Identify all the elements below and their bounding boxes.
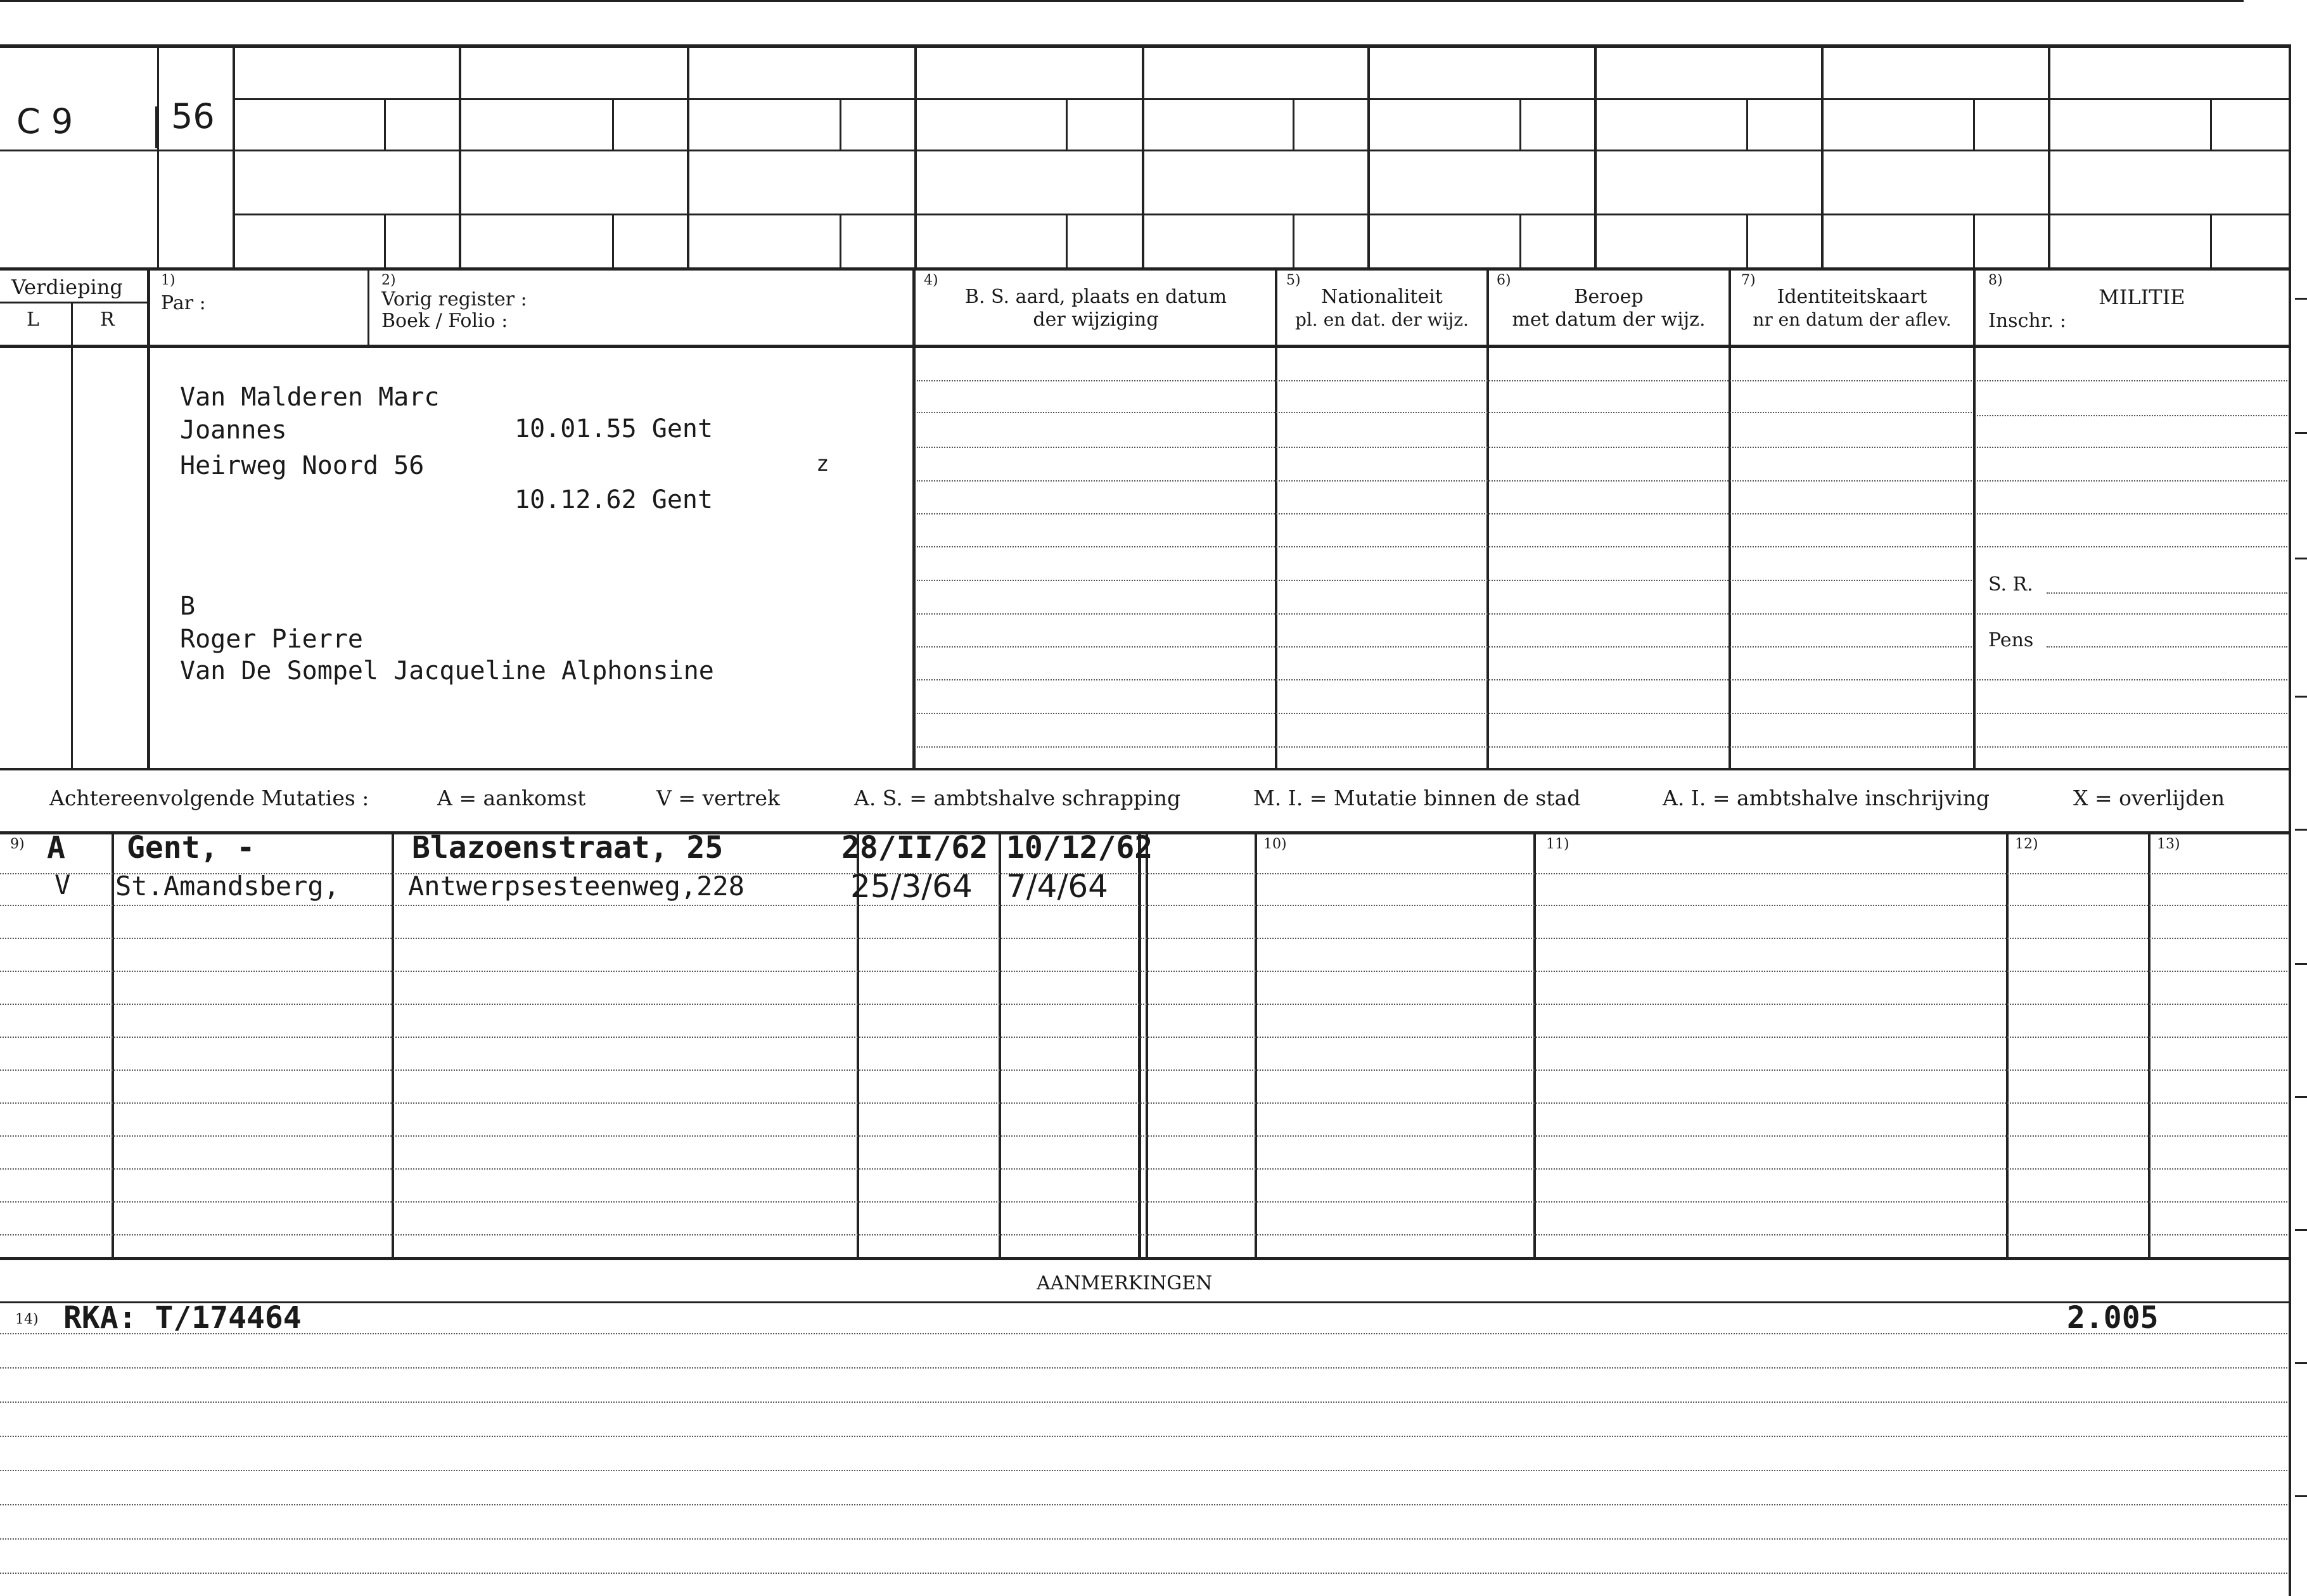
- aanmerkingen-title: AANMERKINGEN: [1037, 1272, 1213, 1294]
- pens-label: Pens: [1988, 629, 2034, 651]
- col4-num: 4): [924, 272, 938, 288]
- person-address: Heirweg Noord 56: [180, 451, 425, 480]
- nat-line2: pl. en dat. der wijz.: [1295, 309, 1469, 330]
- mutation-date2: 7/4/64: [1006, 868, 1108, 905]
- legend-as: A. S. = ambtshalve schrapping: [854, 786, 1181, 810]
- code-a: C 9: [16, 101, 73, 141]
- par-label: Par :: [161, 292, 206, 314]
- mutation-place: St.Amandsberg,: [115, 871, 340, 902]
- mutation-address: Antwerpsesteenweg,228: [408, 871, 745, 902]
- bs-line2: der wijziging: [1033, 309, 1159, 331]
- verdieping-label: Verdieping: [11, 275, 123, 299]
- header-bottom-rule: [0, 345, 2291, 348]
- bs-line1: B. S. aard, plaats en datum: [964, 286, 1227, 308]
- mutation-date1: 25/3/64: [850, 868, 973, 905]
- ber-line1: Beroep: [1574, 286, 1644, 308]
- mutation-place: Gent, -: [127, 830, 255, 865]
- col1-num: 1): [161, 272, 176, 288]
- rka-number: RKA: T/174464: [63, 1300, 302, 1336]
- militie-label: MILITIE: [2099, 285, 2185, 309]
- inschr-label: Inschr. :: [1988, 310, 2066, 332]
- col5-num: 5): [1286, 272, 1301, 288]
- col9-num: 9): [10, 836, 25, 852]
- mutaties-label: Achtereenvolgende Mutaties :: [49, 786, 369, 810]
- mother-name: Van De Sompel Jacqueline Alphonsine: [180, 656, 714, 686]
- col12-num: 12): [2015, 836, 2038, 852]
- person-date2: 10.12.62 Gent: [514, 485, 713, 514]
- l-label: L: [27, 309, 39, 331]
- col7-num: 7): [1741, 272, 1756, 288]
- col13-num: 13): [2157, 836, 2180, 852]
- col10-num: 10): [1263, 836, 1287, 852]
- top-edge-line: [0, 0, 2244, 2]
- r-label: R: [100, 309, 115, 331]
- father-name: Roger Pierre: [180, 625, 363, 654]
- mutation-type: A: [47, 830, 65, 865]
- person-name: Van Malderen Marc: [180, 383, 440, 412]
- person-given-name: Joannes: [180, 416, 287, 445]
- person-b-mark: B: [180, 592, 196, 621]
- col6-num: 6): [1497, 272, 1511, 288]
- legend-ai: A. I. = ambtshalve inschrijving: [1663, 786, 1990, 810]
- reference-code: 2.005: [2067, 1300, 2159, 1336]
- person-birth: 10.01.55 Gent: [514, 414, 713, 444]
- grid-rule: [0, 150, 2291, 151]
- person-mark: z: [816, 451, 829, 476]
- code-separator: [155, 106, 157, 148]
- mutation-address: Blazoenstraat, 25: [412, 830, 724, 865]
- grid-rule: [0, 267, 2291, 271]
- top-rule: [0, 44, 2289, 48]
- mutation-type: V: [54, 869, 71, 900]
- sr-label: S. R.: [1988, 573, 2033, 596]
- legend-x: X = overlijden: [2073, 786, 2225, 810]
- legend-v: V = vertrek: [656, 786, 780, 810]
- col2-num: 2): [381, 272, 396, 288]
- col14-num: 14): [15, 1312, 39, 1327]
- nat-line1: Nationaliteit: [1321, 286, 1443, 308]
- mutation-date2: 10/12/62: [1006, 830, 1153, 865]
- body-bottom-rule: [0, 768, 2291, 770]
- id-line2: nr en datum der aflev.: [1753, 309, 1952, 330]
- vorig-register-label: Vorig register :: [381, 288, 527, 310]
- code-b: 56: [171, 96, 215, 136]
- grid-rule: [234, 214, 2291, 215]
- aanmerkingen-rule: [0, 1301, 2291, 1303]
- right-border: [2289, 44, 2291, 1596]
- id-line1: Identiteitskaart: [1777, 286, 1927, 308]
- col8-num: 8): [1988, 272, 2003, 288]
- col11-num: 11): [1546, 836, 1569, 852]
- ber-line2: met datum der wijz.: [1512, 309, 1706, 331]
- legend-a: A = aankomst: [437, 786, 586, 810]
- grid-rule: [234, 98, 2291, 100]
- legend-mi: M. I. = Mutatie binnen de stad: [1253, 786, 1581, 810]
- boek-folio-label: Boek / Folio :: [381, 310, 508, 332]
- mutation-date1: 28/II/62: [841, 830, 988, 865]
